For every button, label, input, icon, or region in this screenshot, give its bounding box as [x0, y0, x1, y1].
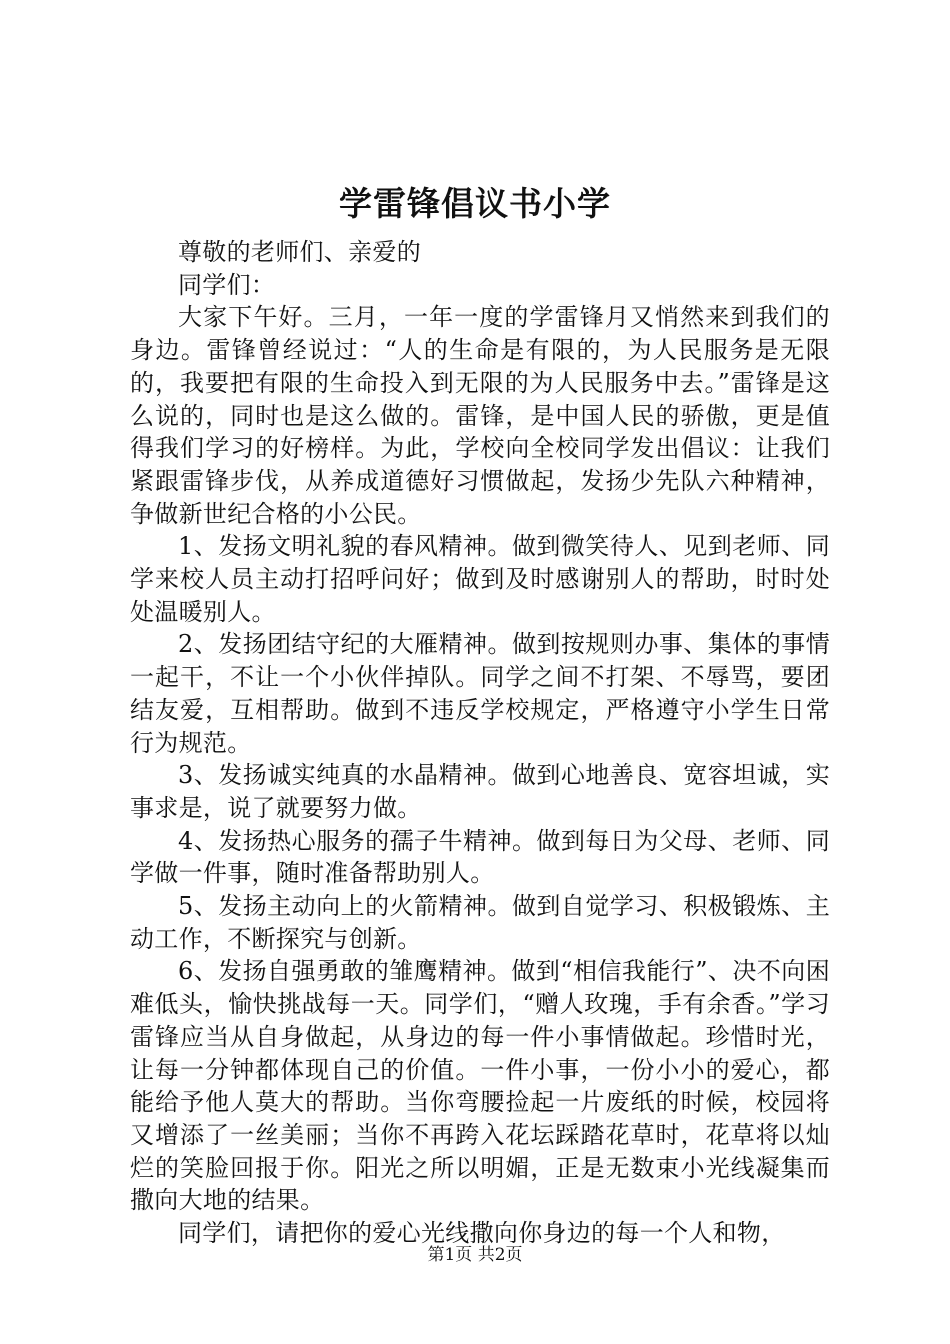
paragraph: 5、发扬主动向上的火箭精神。做到自觉学习、积极锻炼、主动工作，不断探究与创新。 — [130, 892, 830, 953]
paragraph: 2、发扬团结守纪的大雁精神。做到按规则办事、集体的事情一起干，不让一个小伙伴掉队。同学之间不打架、不辱骂，要团结友爱，互相帮助。做到不违反学校规定，严格遵守小学生日常行为规范。 — [130, 630, 830, 757]
salutation-line: 尊敬的老师们、亲爱的 — [178, 238, 421, 266]
paragraph: 同学们，请把你的爱心光线撒向你身边的每一个人和物， — [178, 1219, 786, 1248]
page-footer: 第1页 共2页 — [427, 1245, 523, 1265]
document-body — [130, 236, 830, 1250]
document-title: 学雷锋倡议书小学 — [339, 184, 611, 223]
paragraph: 3、发扬诚实纯真的水晶精神。做到心地善良、宽容坦诚，实事求是，说了就要努力做。 — [130, 761, 830, 822]
paragraph: 6、发扬自强勇敢的雏鹰精神。做到“相信我能行”、决不向困难低头，愉快挑战每一天。同学们，“赠人玫瑰，手有余香。”学习雷锋应当从自身做起，从身边的每一件小事情做起。珍惜时光，让每一分钟都体现自己的价值。一件小事，一份小小的爱心，都能给予他人莫大的帮助。当你弯腰捡起一片废纸的时候，校园将又增添了一丝美丽；当你不再跨入花坛踩踏花草时，花草将以灿烂的笑脸回报于你。阳光之所以明媚，正是无数束小光线凝集而撒向大地的结果。 — [130, 957, 830, 1215]
paragraph: 1、发扬文明礼貌的春风精神。做到微笑待人、见到老师、同学来校人员主动打招呼问好；做到及时感谢别人的帮助，时时处处温暖别人。 — [130, 532, 830, 626]
paragraph: 4、发扬热心服务的孺子牛精神。做到每日为父母、老师、同学做一件事，随时准备帮助别人。 — [130, 826, 830, 888]
salutation-line: 同学们： — [178, 270, 276, 299]
paragraph: 大家下午好。三月，一年一度的学雷锋月又悄然来到我们的身边。雷锋曾经说过：“人的生命是有限的，为人民服务是无限的，我要把有限的生命投入到无限的为人民服务中去。”雷锋是这么说的，同时也是这么做的。雷锋，是中国人民的骄傲，更是值得我们学习的好榜样。为此，学校向全校同学发出倡议：让我们紧跟雷锋步伐，从养成道德好习惯做起，发扬少先队六种精神，争做新世纪合格的小公民。 — [130, 303, 830, 528]
